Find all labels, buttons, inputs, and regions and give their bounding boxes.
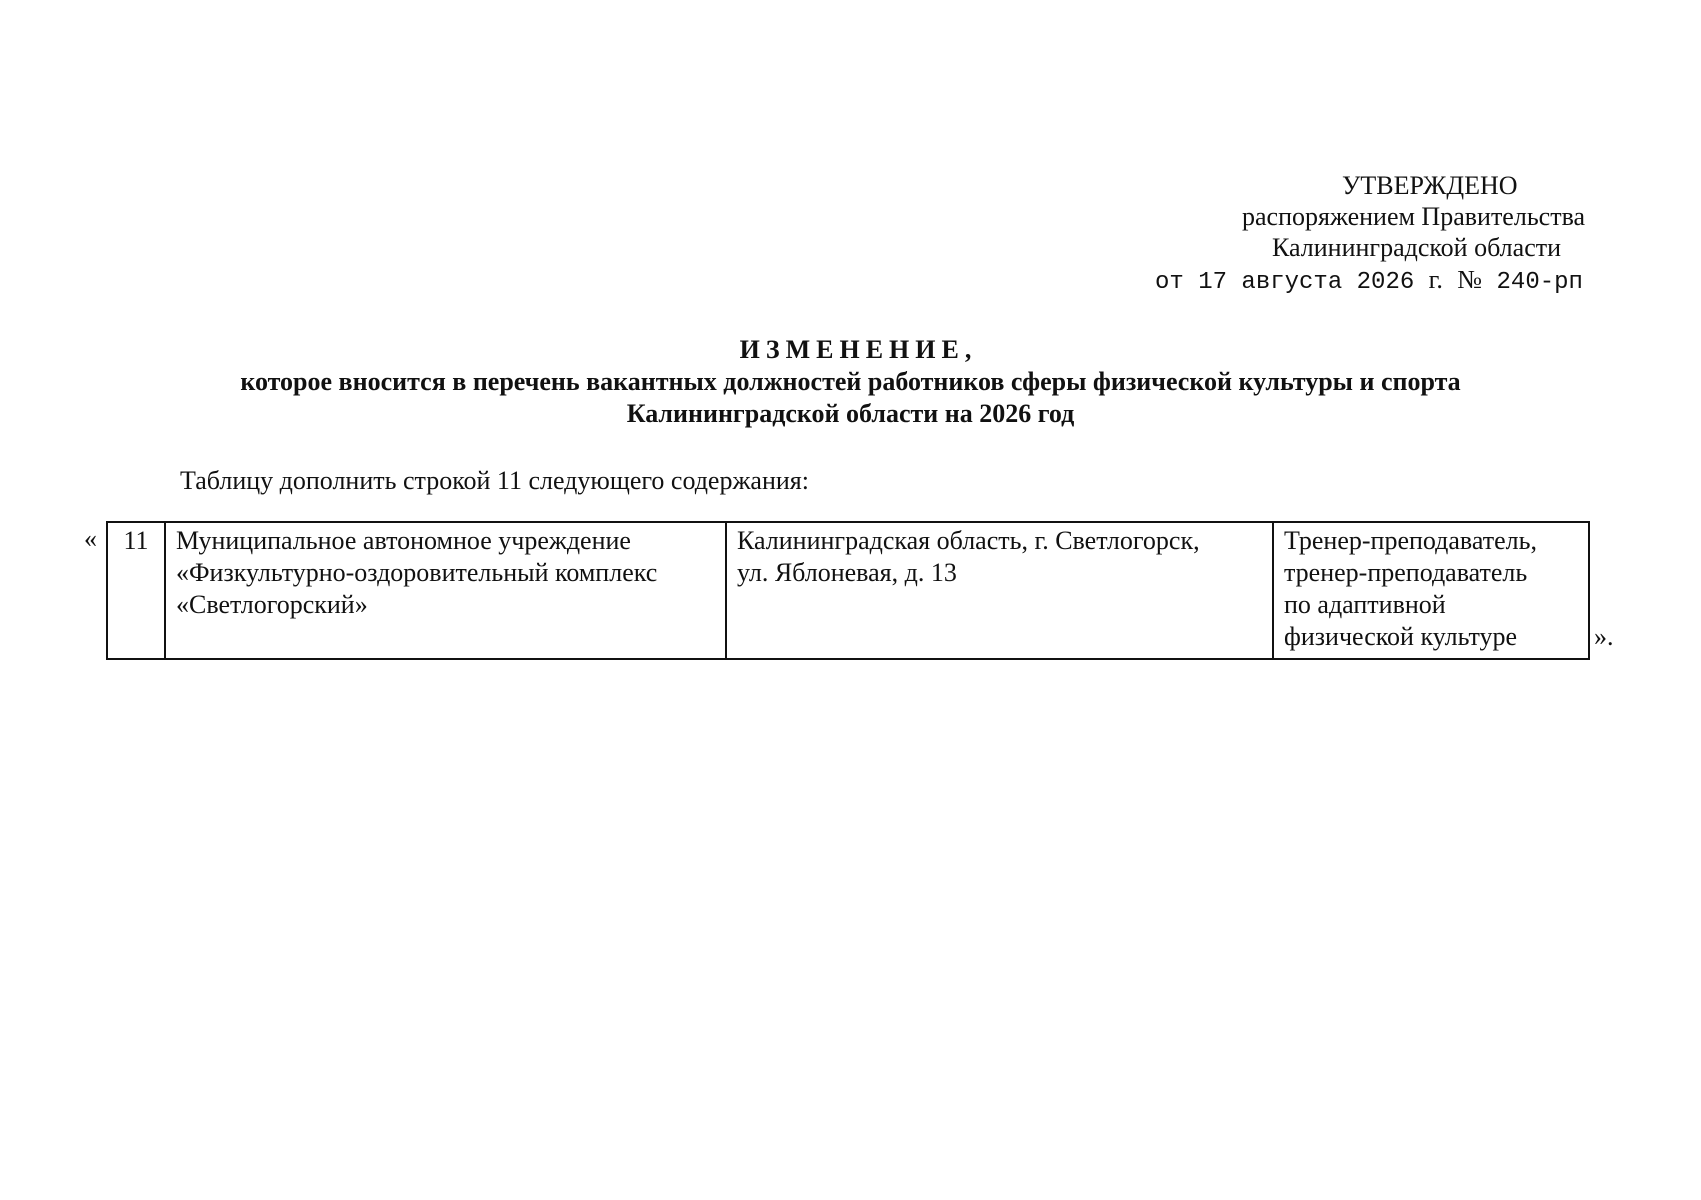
- address-cell: [726, 522, 1273, 659]
- table-row: [107, 522, 1589, 659]
- closing-quote: ».: [1594, 622, 1614, 651]
- row-number-cell: [107, 522, 165, 659]
- approval-title: УТВЕРЖДЕНО: [1342, 171, 1518, 200]
- approval-by-order: распоряжением Правительства: [1242, 202, 1586, 231]
- position-line: Тренер-преподаватель,: [1284, 526, 1537, 555]
- instruction-text: Таблицу дополнить строкой 11 следующего содержания:: [180, 466, 809, 495]
- addition-table: [106, 521, 1590, 660]
- position-line: тренер-преподаватель: [1284, 558, 1528, 587]
- address-line: ул. Яблоневая, д. 13: [737, 558, 957, 587]
- position-line: физической культуре: [1284, 622, 1517, 651]
- positions-cell: [1273, 522, 1589, 659]
- number-sign: №: [1457, 265, 1483, 294]
- approval-number: 240-рп: [1496, 269, 1583, 296]
- opening-quote: «: [84, 524, 97, 553]
- organization-line: Муниципальное автономное учреждение: [176, 526, 631, 555]
- organization-cell: [165, 522, 726, 659]
- approval-date: от 17 августа 2026: [1155, 269, 1415, 296]
- title-heading: ИЗМЕНЕНИЕ,: [739, 335, 978, 364]
- title-line-1: которое вносится в перечень вакантных должностей работников сферы физической культуры и спорта: [240, 367, 1461, 396]
- row-number: 11: [123, 526, 149, 555]
- approval-date-number: [1155, 264, 1583, 299]
- approval-region: Калининградской области: [1272, 233, 1562, 262]
- organization-line: «Физкультурно-оздоровительный комплекс: [176, 558, 658, 587]
- organization-line: «Светлогорский»: [176, 590, 368, 619]
- title-line-2: Калининградской области на 2026 год: [626, 399, 1075, 428]
- document-title: [0, 334, 1701, 430]
- position-line: по адаптивной: [1284, 590, 1446, 619]
- address-line: Калининградская область, г. Светлогорск,: [737, 526, 1200, 555]
- approval-year-suffix: г.: [1428, 265, 1443, 294]
